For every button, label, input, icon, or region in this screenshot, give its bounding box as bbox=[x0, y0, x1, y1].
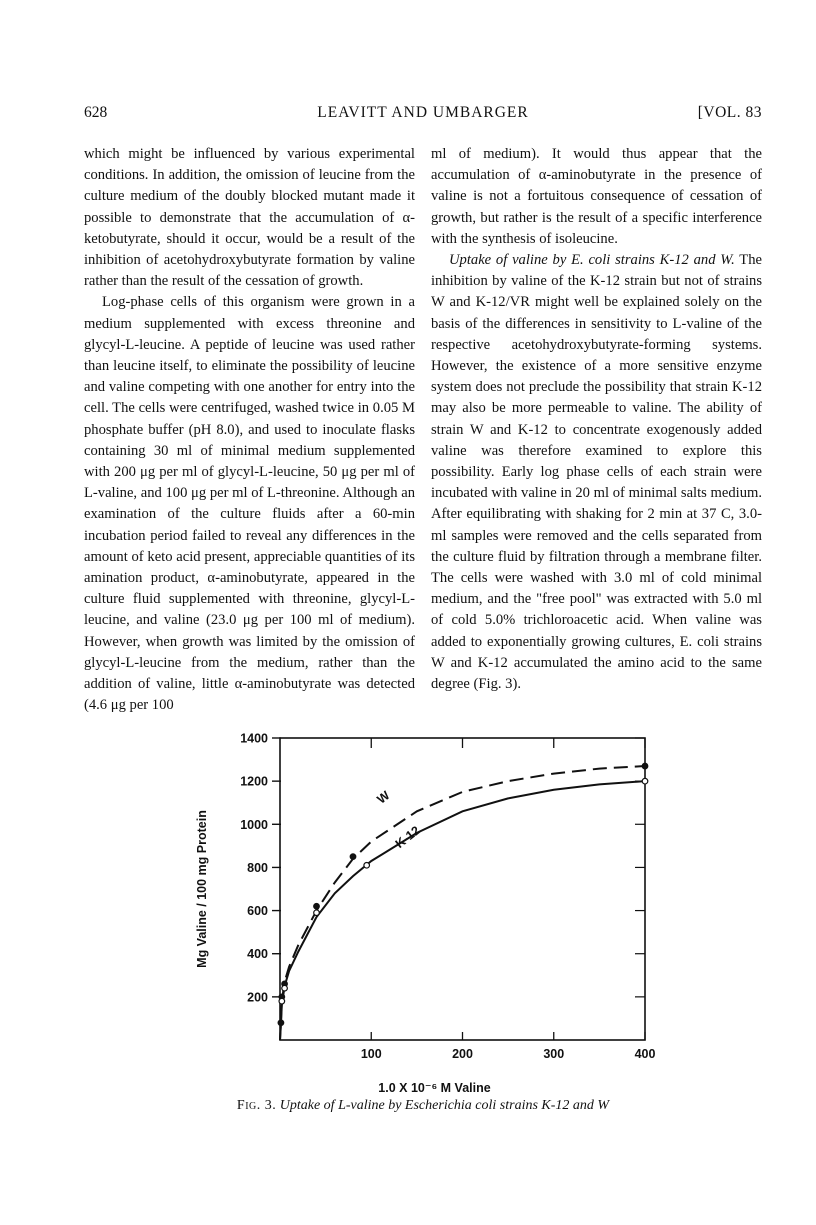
chart-svg bbox=[180, 722, 680, 1102]
x-axis-label: 1.0 X 10⁻⁶ M Valine bbox=[378, 1081, 491, 1095]
y-tick-label: 200 bbox=[247, 990, 268, 1005]
right-column bbox=[431, 144, 762, 695]
section-lead-in: Uptake of valine by E. coli strains K-12 and W. bbox=[449, 252, 735, 269]
series-line-w bbox=[280, 766, 645, 1040]
y-axis-label: Mg Valine / 100 mg Protein bbox=[195, 810, 209, 968]
data-point-w bbox=[314, 903, 320, 909]
right-paragraph-2 bbox=[431, 250, 762, 695]
y-tick-label: 400 bbox=[247, 947, 268, 962]
x-tick-label: 200 bbox=[452, 1047, 473, 1061]
running-head bbox=[84, 104, 762, 128]
figure-caption-text: Uptake of L-valine by Escherichia coli strains K-12 and W bbox=[276, 1098, 610, 1113]
series-label-w: W bbox=[374, 788, 393, 807]
data-point-k-12 bbox=[314, 910, 320, 916]
data-point-k-12 bbox=[279, 998, 285, 1004]
y-tick-label: 1000 bbox=[240, 817, 268, 832]
x-tick-label: 300 bbox=[543, 1047, 565, 1061]
figure-3-chart bbox=[180, 722, 680, 1102]
plot-frame bbox=[280, 738, 645, 1040]
page-number: 628 bbox=[84, 104, 108, 121]
y-tick-label: 1400 bbox=[240, 731, 268, 746]
left-column bbox=[84, 144, 415, 716]
right-paragraph-2-body: The inhibition by valine of the K-12 strain but not of strains W and K-12/VR might well be explained solely on the basis of the differences in sensitivity to L-valine of the respective acetohydroxybutyrate-forming systems. However, the existence of a more sensitive enzyme system does not preclude the possibility that strain K-12 may also be more permeable to valine. The ability of strain W and K-12 to concentrate exogenously added valine was therefore examined to explore this possibility. Early log phase cells of each strain were incubated with valine in 20 ml of minimal salts medium. After equilibrating with shaking for 2 min at 37 C, 3.0-ml samples were removed and the cells separated from the culture fluid by filtration through a membrane filter. The cells were washed with 3.0 ml of cold minimal medium, and the "free pool" was extracted with 5.0 ml of cold 5.0% trichloroacetic acid. When valine was added to exponentially growing cultures, E. coli strains W and K-12 accumulated the amino acid to the same degree (Fig. 3). bbox=[431, 252, 762, 693]
figure-label: Fig. 3. bbox=[236, 1098, 277, 1113]
data-point-k-12 bbox=[642, 778, 648, 784]
chart-ticks bbox=[240, 732, 655, 1062]
left-paragraph-2: Log-phase cells of this organism were grown in a medium supplemented with excess threonine and glycyl-L-leucine. A peptide of leucine was used rather than leucine itself, to eliminate the possibility of leucine and valine competing with one another for entry into the cell. The cells were centrifuged, washed twice in 0.05 M phosphate buffer (pH 8.0), and used to inoculate flasks containing 30 ml of minimal medium supplemented with 200 μg per ml of glycyl-L-leucine, 50 μg per ml of L-valine, and 100 μg per ml of L-threonine. Although an examination of the culture fluids after a 60-min incubation period failed to reveal any differences in the amount of keto acid present, appreciable quantities of its amination product, α-aminobutyrate, appeared in the culture fluid supplemented with threonine, glycyl-L-leucine, and valine (23.0 μg per 100 ml of medium). However, when growth was limited by the omission of glycyl-L-leucine from the medium, rather than the addition of valine, little α-aminobutyrate was detected (4.6 μg per 100 bbox=[84, 294, 415, 714]
chart-axes bbox=[280, 738, 645, 1040]
x-tick-label: 400 bbox=[634, 1047, 656, 1061]
y-tick-label: 1200 bbox=[240, 774, 268, 789]
figure-caption bbox=[84, 1098, 762, 1114]
y-tick-label: 800 bbox=[247, 860, 268, 875]
data-point-w bbox=[350, 854, 356, 860]
series-label-k12: K-12 bbox=[392, 823, 423, 852]
y-tick-label: 600 bbox=[247, 904, 268, 919]
series-line-k-12 bbox=[280, 781, 645, 1040]
volume-label: [VOL. 83 bbox=[697, 104, 762, 121]
data-point-k-12 bbox=[364, 862, 370, 868]
right-paragraph-1: ml of medium). It would thus appear that the accumulation of α-aminobutyrate in the presence of valine is not a fortuitous consequence of cessation of growth, but rather is the result of a specific interference with the synthesis of isoleucine. bbox=[431, 146, 762, 247]
running-head-authors: LEAVITT AND UMBARGER bbox=[317, 104, 529, 121]
chart-series bbox=[278, 763, 648, 1040]
data-point-w bbox=[642, 763, 648, 769]
x-tick-label: 100 bbox=[360, 1047, 382, 1061]
data-point-k-12 bbox=[282, 985, 288, 991]
chart-labels bbox=[195, 788, 491, 1095]
left-paragraph-1: which might be influenced by various experimental conditions. In addition, the omission of leucine from the culture medium of the doubly blocked mutant made it possible to demonstrate that the accumulation of α-ketobutyrate, should it occur, would be a result of the inhibition of acetohydroxybutyrate formation by valine rather than the result of the cessation of growth. bbox=[84, 146, 415, 290]
